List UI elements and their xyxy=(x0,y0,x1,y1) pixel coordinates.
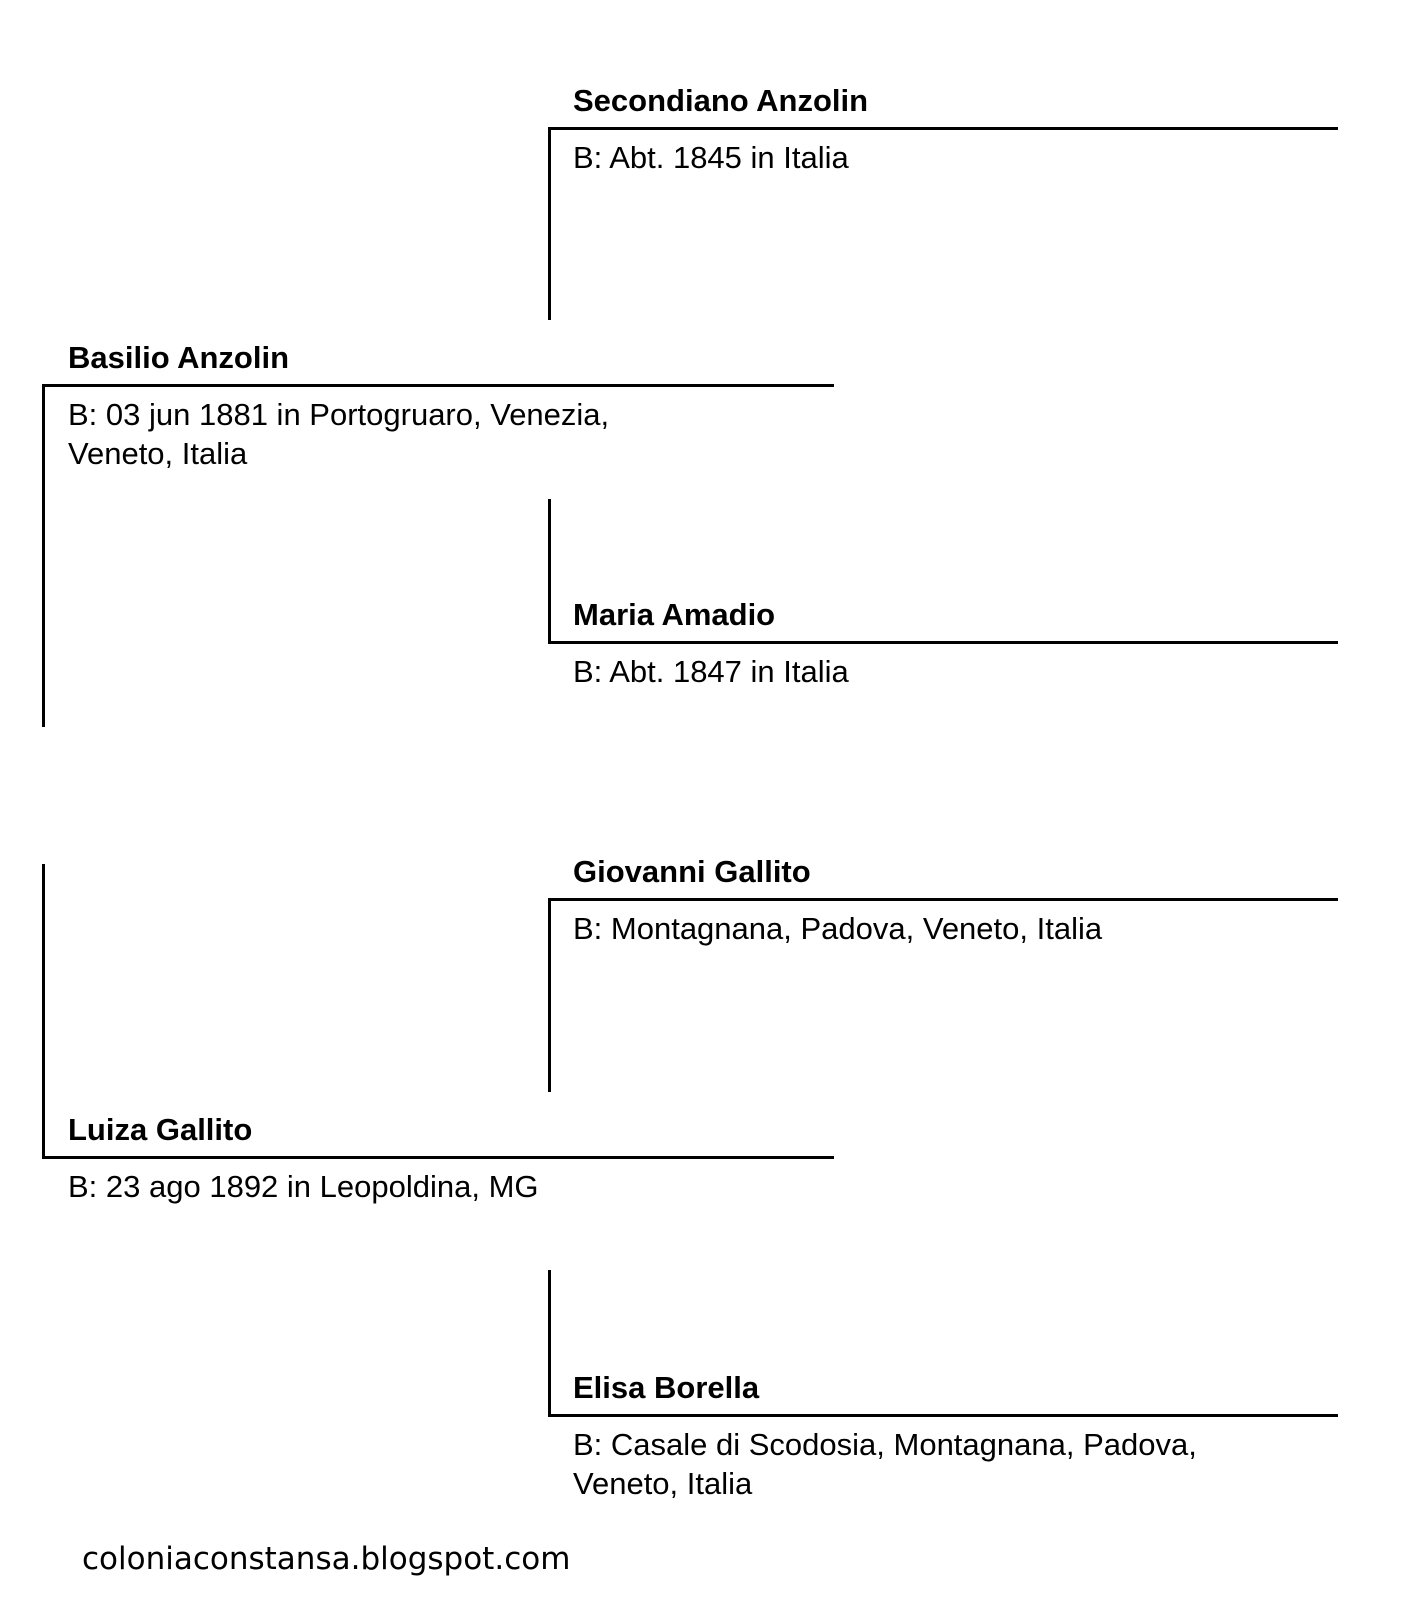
person-birth-maria: B: Abt. 1847 in Italia xyxy=(573,654,849,689)
maria-bracket-line xyxy=(548,499,551,644)
footer-url: coloniaconstansa.blogspot.com xyxy=(82,1541,571,1577)
luiza-bracket-line xyxy=(42,864,45,1159)
person-birth-giovanni: B: Montagnana, Padova, Veneto, Italia xyxy=(573,911,1103,946)
luiza-name-line xyxy=(42,1156,834,1159)
person-name-luiza: Luiza Gallito xyxy=(68,1112,253,1147)
secondiano-bracket-line xyxy=(548,127,551,320)
giovanni-bracket-line xyxy=(548,898,551,1092)
person-birth-elisa: B: Casale di Scodosia, Montagnana, Padova, Veneto, Italia xyxy=(573,1427,1197,1501)
person-birth-basilio: B: 03 jun 1881 in Portogruaro, Venezia, Veneto, Italia xyxy=(68,397,610,471)
secondiano-name-line xyxy=(548,127,1338,130)
basilio-bracket-line xyxy=(42,384,45,727)
giovanni-name-line xyxy=(548,898,1338,901)
person-name-giovanni: Giovanni Gallito xyxy=(573,854,811,889)
basilio-name-line xyxy=(42,384,834,387)
person-birth-secondiano: B: Abt. 1845 in Italia xyxy=(573,140,849,175)
person-name-elisa: Elisa Borella xyxy=(573,1370,760,1405)
person-birth-luiza: B: 23 ago 1892 in Leopoldina, MG xyxy=(68,1169,539,1204)
elisa-name-line xyxy=(548,1414,1338,1417)
person-name-basilio: Basilio Anzolin xyxy=(68,340,290,375)
elisa-bracket-line xyxy=(548,1270,551,1417)
person-name-secondiano: Secondiano Anzolin xyxy=(573,83,869,118)
person-name-maria: Maria Amadio xyxy=(573,597,776,632)
maria-name-line xyxy=(548,641,1338,644)
